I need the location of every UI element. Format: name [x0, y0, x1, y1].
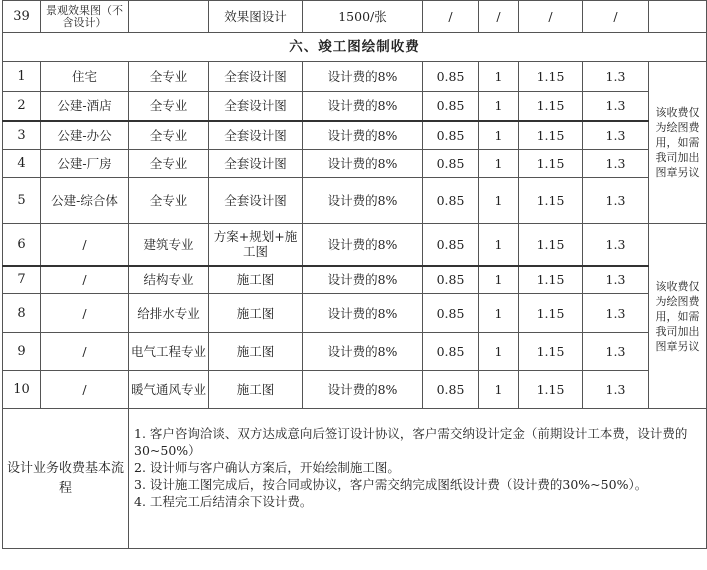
row-no: 1 [3, 62, 41, 92]
process-row [3, 409, 707, 549]
coef-1: 0.85 [423, 333, 479, 371]
fee-cell: 设计费的8% [303, 92, 423, 121]
section-header-row [3, 33, 707, 62]
coef-3: 1.15 [519, 224, 583, 266]
table-row [3, 266, 707, 294]
coef-2: 1 [479, 266, 519, 294]
item-name: / [41, 333, 129, 371]
coef-4: 1.3 [583, 333, 649, 371]
coef-2: 1 [479, 294, 519, 333]
fee-table-sheet [2, 0, 707, 549]
coef-4: 1.3 [583, 371, 649, 409]
coef-1: 0.85 [423, 178, 479, 224]
row-no: 9 [3, 333, 41, 371]
item-name: 公建-综合体 [41, 178, 129, 224]
coef-3: 1.15 [519, 178, 583, 224]
item-name: 公建-办公 [41, 121, 129, 150]
row-no: 2 [3, 92, 41, 121]
scope: 全专业 [129, 150, 209, 178]
empty-cell [649, 1, 707, 33]
coef-1: 0.85 [423, 121, 479, 150]
item-name: 景观效果图（不含设计） [41, 1, 129, 33]
coef-1: 0.85 [423, 150, 479, 178]
fee-cell: 设计费的8% [303, 333, 423, 371]
content: 施工图 [209, 294, 303, 333]
coef-1: 0.85 [423, 92, 479, 121]
content: 施工图 [209, 333, 303, 371]
row-no: 6 [3, 224, 41, 266]
coef-2: / [479, 1, 519, 33]
item-name: 公建-厂房 [41, 150, 129, 178]
coef-3: 1.15 [519, 371, 583, 409]
content: 施工图 [209, 371, 303, 409]
fee-cell: 1500/张 [303, 1, 423, 33]
coef-1: 0.85 [423, 266, 479, 294]
coef-3: 1.15 [519, 92, 583, 121]
content: 全套设计图 [209, 92, 303, 121]
content: 施工图 [209, 266, 303, 294]
process-step: 2. 设计师与客户确认方案后，开始绘制施工图。 [134, 460, 400, 475]
process-step: 4. 工程完工后结清余下设计费。 [134, 494, 313, 509]
fee-cell: 设计费的8% [303, 294, 423, 333]
scope: 全专业 [129, 62, 209, 92]
coef-3: 1.15 [519, 150, 583, 178]
coef-2: 1 [479, 333, 519, 371]
row-no: 8 [3, 294, 41, 333]
coef-3: 1.15 [519, 266, 583, 294]
scope: 给排水专业 [129, 294, 209, 333]
table-row [3, 333, 707, 371]
coef-2: 1 [479, 224, 519, 266]
fee-cell: 设计费的8% [303, 371, 423, 409]
coef-4: 1.3 [583, 224, 649, 266]
coef-4: 1.3 [583, 294, 649, 333]
empty-cell [129, 1, 209, 33]
coef-4: 1.3 [583, 178, 649, 224]
process-label: 设计业务收费基本流程 [3, 409, 129, 549]
scope: 全专业 [129, 121, 209, 150]
content: 方案+规划+施工图 [209, 224, 303, 266]
item-name: / [41, 294, 129, 333]
item-name: / [41, 266, 129, 294]
scope: 电气工程专业 [129, 333, 209, 371]
table-row [3, 224, 707, 266]
coef-4: 1.3 [583, 62, 649, 92]
coef-1: 0.85 [423, 224, 479, 266]
coef-4: 1.3 [583, 92, 649, 121]
section-title: 六、竣工图绘制收费 [3, 33, 707, 62]
fee-cell: 设计费的8% [303, 121, 423, 150]
coef-3: / [519, 1, 583, 33]
note-cell: 该收费仅为绘图费用，如需我司加出图章另议 [649, 224, 707, 409]
content: 全套设计图 [209, 121, 303, 150]
coef-4: 1.3 [583, 121, 649, 150]
item-name: 公建-酒店 [41, 92, 129, 121]
coef-1: 0.85 [423, 294, 479, 333]
item-name: 住宅 [41, 62, 129, 92]
row-39 [3, 1, 707, 33]
coef-1: 0.85 [423, 371, 479, 409]
design-type: 效果图设计 [209, 1, 303, 33]
coef-3: 1.15 [519, 62, 583, 92]
coef-2: 1 [479, 150, 519, 178]
table-row [3, 62, 707, 92]
coef-3: 1.15 [519, 294, 583, 333]
table-row [3, 294, 707, 333]
scope: 建筑专业 [129, 224, 209, 266]
scope: 全专业 [129, 92, 209, 121]
item-name: / [41, 224, 129, 266]
content: 全套设计图 [209, 150, 303, 178]
process-step: 1. 客户咨询洽谈、双方达成意向后签订设计协议，客户需交纳设计定金（前期设计工本费，设计费的30~50%） [134, 426, 688, 458]
row-no: 39 [3, 1, 41, 33]
table-row [3, 371, 707, 409]
table-row [3, 121, 707, 150]
fee-table [2, 0, 707, 549]
fee-cell: 设计费的8% [303, 178, 423, 224]
row-no: 3 [3, 121, 41, 150]
coef-2: 1 [479, 121, 519, 150]
table-row [3, 92, 707, 121]
coef-4: 1.3 [583, 266, 649, 294]
coef-2: 1 [479, 62, 519, 92]
scope: 结构专业 [129, 266, 209, 294]
coef-4: / [583, 1, 649, 33]
content: 全套设计图 [209, 62, 303, 92]
fee-cell: 设计费的8% [303, 224, 423, 266]
note-cell: 该收费仅为绘图费用，如需我司加出图章另议 [649, 62, 707, 224]
fee-cell: 设计费的8% [303, 150, 423, 178]
row-no: 5 [3, 178, 41, 224]
scope: 暖气通风专业 [129, 371, 209, 409]
row-no: 10 [3, 371, 41, 409]
coef-2: 1 [479, 371, 519, 409]
row-no: 7 [3, 266, 41, 294]
coef-3: 1.15 [519, 333, 583, 371]
coef-4: 1.3 [583, 150, 649, 178]
scope: 全专业 [129, 178, 209, 224]
process-step: 3. 设计施工图完成后，按合同或协议，客户需交纳完成图纸设计费（设计费的30%~50%）。 [134, 477, 648, 492]
table-row [3, 150, 707, 178]
fee-cell: 设计费的8% [303, 62, 423, 92]
coef-1: / [423, 1, 479, 33]
process-steps [129, 409, 707, 549]
fee-cell: 设计费的8% [303, 266, 423, 294]
row-no: 4 [3, 150, 41, 178]
coef-3: 1.15 [519, 121, 583, 150]
coef-2: 1 [479, 92, 519, 121]
coef-2: 1 [479, 178, 519, 224]
item-name: / [41, 371, 129, 409]
content: 全套设计图 [209, 178, 303, 224]
coef-1: 0.85 [423, 62, 479, 92]
table-row [3, 178, 707, 224]
